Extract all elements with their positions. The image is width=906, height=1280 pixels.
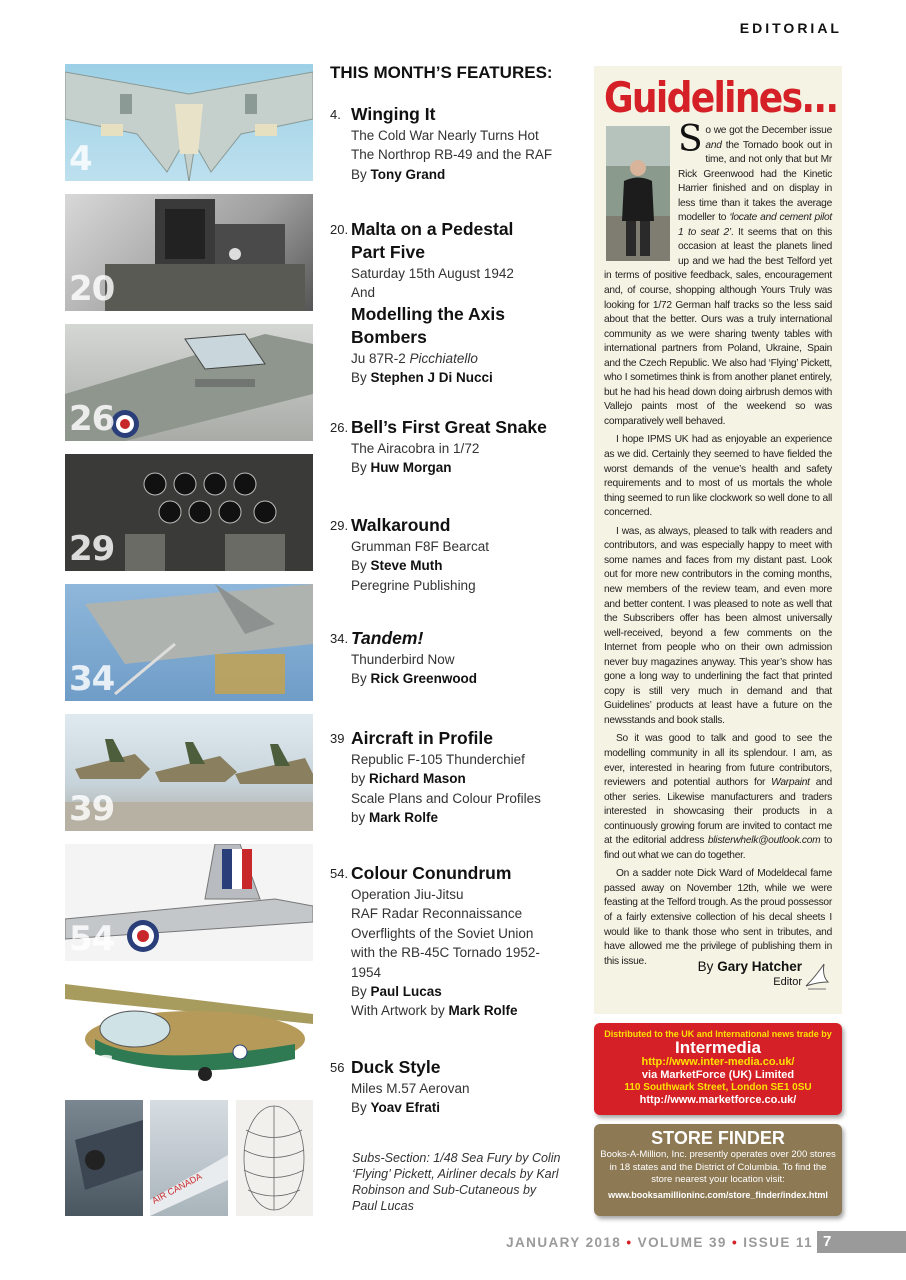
feature-publisher: Peregrine Publishing — [351, 577, 476, 593]
feature-title[interactable]: Malta on a Pedestal — [351, 219, 514, 239]
store-finder-box — [594, 1124, 842, 1216]
distribution-label: Distributed to the UK and International news trade by — [604, 1029, 832, 1039]
editorial-paragraph: I was, as always, pleased to talk with readers and contributors, and was especially happy to meet with some names and faces from my distant past. Look out for more new contributors in the coming months, new members of the review team, and even more and better content. I was pleased to note as well that the Subscribers offer has been almost universally well-received, beyond a few comments on the Internet from people who on their own admission never buy magazines anyway. This year’s show has gone a long way to underlining the fact that printed copy is still very much in demand and that Guidelines’ products at least have a future on the newsstands and book stalls. — [604, 525, 832, 726]
feature-thumbnail-56[interactable] — [65, 974, 313, 1091]
editorial-email-link[interactable]: blisterwhelk@outlook.com — [707, 835, 821, 847]
feature-entry[interactable] — [330, 218, 580, 388]
feature-title[interactable]: Duck Style — [351, 1057, 441, 1077]
feature-subtitle: The Cold War Nearly Turns Hot — [351, 128, 539, 143]
feature-entry[interactable] — [330, 627, 580, 689]
store-finder-text: Books-A-Million, Inc. presently operates over 200 stores in 18 states and the District of Columbia. To find the store nearest your location visit: — [600, 1149, 836, 1185]
guidelines-title: Guidelines... — [604, 73, 838, 122]
page-number: 39 — [330, 731, 345, 746]
feature-byline: By Stephen J Di Nucci — [351, 370, 493, 386]
feature-subtitle: Scale Plans and Colour Profiles — [351, 790, 541, 806]
feature-title-line: Part Five — [351, 242, 425, 262]
page-number-badge: 7 — [817, 1231, 906, 1253]
feature-thumbnail-39[interactable] — [65, 714, 313, 831]
page-number: 20. — [330, 222, 349, 237]
feature-entry[interactable] — [330, 103, 580, 184]
feature-subtitle: Republic F-105 Thunderchief — [351, 752, 525, 767]
editorial-paragraph: So it was good to talk and good to see the modelling community in all its splendour. I am, as ever, interested in hearing from future contributors, reviewers and potential authors for Warpaint and other series. Likewise manufacturers and traders interested in showcasing their products in a continuously growing forum are invited to contact me at the editorial address blisterwhelk@outlook.com to find out what we can do together. — [604, 733, 833, 861]
store-finder-title: STORE FINDER — [651, 1128, 785, 1148]
feature-thumbnail-4[interactable] — [65, 64, 313, 181]
svg-text:AIR CANADA: AIR CANADA — [150, 1171, 204, 1206]
marketforce-url[interactable]: http://www.marketforce.co.uk/ — [639, 1094, 797, 1106]
distribution-box — [594, 1023, 842, 1115]
section-label: EDITORIAL — [739, 20, 842, 36]
feature-subtitle: Miles M.57 Aerovan — [351, 1081, 470, 1096]
feature-title[interactable]: Tandem! — [351, 628, 424, 648]
thumbnail-number: 54 — [69, 919, 115, 959]
sea-fury-image — [65, 1100, 143, 1216]
feature-subtitle: Saturday 15th August 1942 — [351, 266, 514, 281]
feature-thumbnail-54[interactable] — [65, 844, 313, 961]
page-number: 56 — [330, 1060, 345, 1075]
feature-title[interactable]: Colour Conundrum — [351, 863, 512, 883]
sub-thumbnail-airliner[interactable] — [150, 1100, 228, 1216]
feature-subtitle: And — [351, 285, 376, 301]
thumbnail-number: 34 — [69, 659, 115, 699]
feature-subtitle: Overflights of the Soviet Union — [351, 925, 534, 941]
editor-role: Editor — [773, 976, 802, 988]
feature-byline: By Rick Greenwood — [351, 671, 478, 687]
feature-title[interactable]: Bell’s First Great Snake — [351, 417, 547, 437]
bird-logo-icon — [804, 962, 830, 992]
feature-title[interactable]: Walkaround — [351, 515, 451, 535]
feature-entry[interactable] — [330, 1056, 580, 1118]
thumbnail-number: 29 — [69, 529, 115, 569]
editor-signature: By Gary Hatcher Editor — [697, 959, 802, 988]
air-canada-decal-image — [150, 1100, 228, 1216]
editorial-paragraph: So we got the December issue and the Tornado book out in time, and not only that but Mr Rick Greenwood had the Kinetic Harrier finished and on display in less time than it takes the average modeller to ‘locate and cement pilot 1 to seat 2’. It seems that on this occasion at least the planets lined up and we had the best Telford yet in terms of positive feedback, sales, encouragement and, of course, shopping although Yours Truly was looking for 1/72 German half tracks so the less said about that the better. Ours was a truly international community as we were sharing twenty tables with international partners from Poland, Ukraine, Spain and the Czech Republic. We also had ‘Flying’ Pickett, who I sometimes think is from another planet entirely, but he had his head down doing airbrush demos with Vallejo paints most of the weekend so was comparatively well behaved. — [604, 119, 832, 427]
intermedia-brand: Intermedia — [675, 1038, 761, 1057]
thumbnail-number: 39 — [69, 789, 115, 829]
thumbnail-number: 56 — [69, 1049, 115, 1089]
marketforce-address: 110 Southwark Street, London SE1 0SU — [624, 1082, 812, 1093]
page-number: 34. — [330, 631, 349, 646]
sub-thumbnail-sub-cutaneous[interactable] — [236, 1100, 313, 1216]
feature-byline: By Steve Muth — [351, 558, 443, 574]
marketforce-label: via MarketForce (UK) Limited — [641, 1069, 795, 1081]
page-number: 4. — [330, 107, 341, 122]
thumbnail-number: 4 — [69, 139, 92, 179]
feature-entry[interactable] — [330, 862, 580, 1021]
feature-thumbnail-20[interactable] — [65, 194, 313, 311]
feature-subtitle: The Airacobra in 1/72 — [351, 441, 480, 456]
thumbnail-number: 26 — [69, 399, 115, 439]
page-number: 29. — [330, 518, 349, 533]
feature-subtitle: Grumman F8F Bearcat — [351, 539, 490, 554]
feature-entry[interactable] — [330, 514, 580, 595]
issue-info: JANUARY 2018 • VOLUME 39 • ISSUE 11 — [506, 1235, 813, 1250]
feature-byline: by Mark Rolfe — [351, 810, 439, 826]
feature-title[interactable]: Aircraft in Profile — [351, 728, 493, 748]
feature-subtitle: Ju 87R-2 Picchiatello — [351, 350, 478, 366]
store-finder-url[interactable]: www.booksamillioninc.com/store_finder/index.html — [608, 1189, 828, 1200]
guidelines-editorial — [594, 66, 842, 1014]
intermedia-url[interactable]: http://www.inter-media.co.uk/ — [641, 1056, 795, 1068]
editor-photo — [606, 126, 670, 261]
feature-byline: By Paul Lucas — [351, 984, 442, 1000]
feature-subtitle: with the RB-45C Tornado 1952- — [351, 945, 540, 961]
internal-structure-drawing — [236, 1100, 313, 1216]
subsection-note: Subs-Section: 1/48 Sea Fury by Colin ‘Flying’ Pickett, Airliner decals by Karl Robinson and Sub-Cutaneous by Paul Lucas — [352, 1151, 561, 1213]
feature-title-line: Bombers — [351, 326, 427, 347]
editorial-text — [604, 119, 833, 969]
sub-thumbnail-sea-fury[interactable] — [65, 1100, 143, 1216]
feature-subtitle: RAF Radar Reconnaissance — [351, 906, 523, 922]
drop-cap: S — [678, 119, 703, 160]
feature-artwork-credit: With Artwork by Mark Rolfe — [351, 1003, 518, 1019]
feature-subtitle: The Northrop RB-49 and the RAF — [351, 147, 553, 163]
feature-entry[interactable] — [330, 416, 580, 478]
thumbnail-number: 20 — [69, 269, 115, 309]
features-heading: THIS MONTH’S FEATURES: — [330, 63, 553, 82]
feature-subtitle: 1954 — [351, 964, 382, 980]
feature-byline: By Yoav Efrati — [351, 1100, 441, 1116]
page-number: 54. — [330, 866, 349, 881]
feature-byline: by Richard Mason — [351, 771, 466, 787]
flying-wing-model-image — [65, 64, 313, 181]
feature-subtitle: Thunderbird Now — [351, 652, 455, 667]
feature-title[interactable]: Winging It — [351, 104, 436, 124]
editorial-paragraph: I hope IPMS UK had as enjoyable an experience as we did. Certainly they seemed to have fielded the worst demands of the venue’s health and safety requirements and to most of us mortals the whole thing seemed to run like clockwork so well done to all concerned. — [604, 434, 832, 519]
feature-subtitle: Operation Jiu-Jitsu — [351, 887, 464, 902]
feature-thumbnail-34[interactable] — [65, 584, 313, 701]
feature-byline: By Huw Morgan — [351, 460, 452, 476]
feature-title-line: Modelling the Axis — [351, 303, 505, 324]
editorial-paragraph: On a sadder note Dick Ward of Modeldecal fame passed away on November 12th, while we were feasting at the Telford trough. As the proud possessor of a fairly extensive collection of his decal sheets I would like to thank those who sent in tributes, and have allowed me the privilege of publishing them in this issue. — [604, 868, 832, 967]
feature-byline: By Tony Grand — [351, 166, 446, 182]
feature-entry[interactable] — [330, 727, 580, 828]
feature-thumbnail-29[interactable] — [65, 454, 313, 571]
feature-thumbnail-26[interactable] — [65, 324, 313, 441]
page-number: 26. — [330, 420, 349, 435]
